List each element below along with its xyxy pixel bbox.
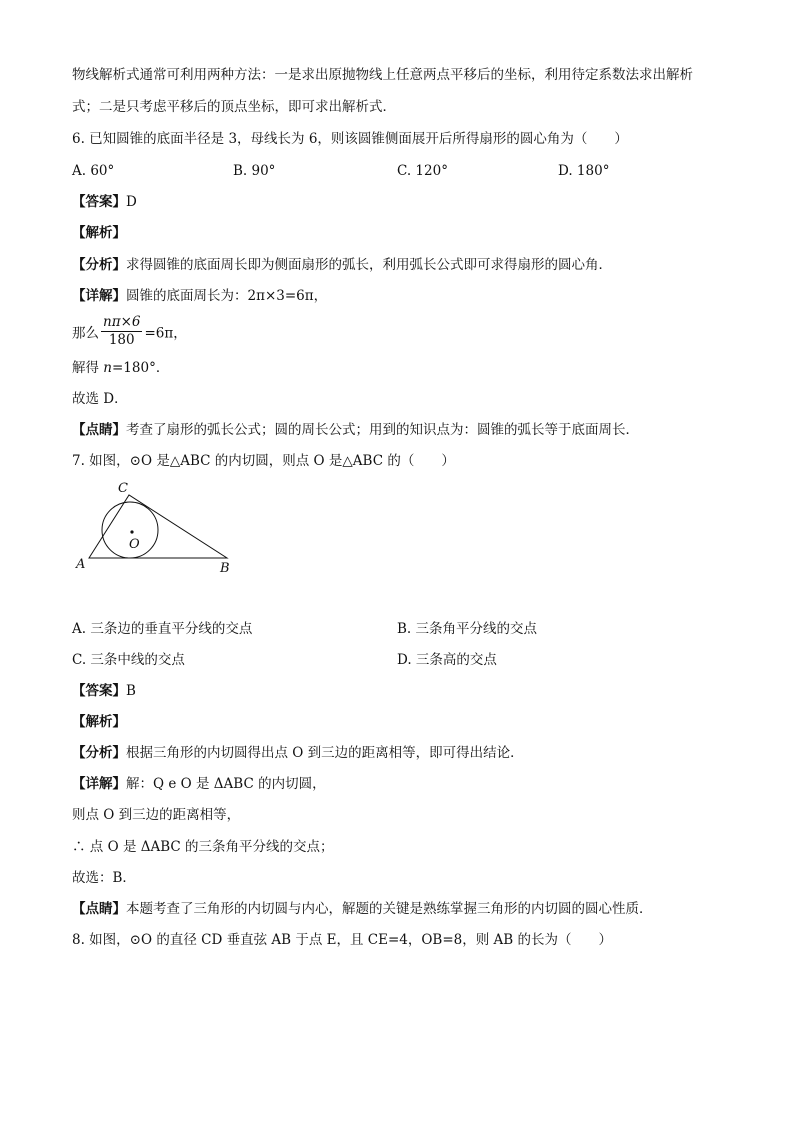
q6-option-a: A. 60° (72, 163, 115, 179)
analysis-tag: 【解析】 (72, 225, 126, 241)
q7-answer-line (72, 682, 136, 700)
eq-numerator: nπ×6 (103, 314, 141, 330)
q7-triangle-figure (72, 476, 252, 576)
solve-prefix: 解得 (72, 360, 104, 376)
label-a: A (76, 557, 86, 572)
q6-dianjing-line (72, 421, 639, 439)
eq-fraction (101, 314, 142, 349)
q7-proof-line-3: ∴ 点 O 是 ΔABC 的三条角平分线的交点； (72, 839, 334, 855)
label-c: C (118, 481, 128, 496)
q7-stem: 7. 如图，⊙O 是△ABC 的内切圆，则点 O 是△ABC 的（ ） (72, 453, 455, 469)
q6-option-d: D. 180° (558, 163, 610, 179)
center-dot (130, 530, 133, 533)
xiangjie-text: 解：Q e O 是 ΔABC 的内切圆， (126, 776, 326, 792)
fenxi-tag: 【分析】 (72, 257, 126, 273)
xiangjie-tag: 【详解】 (72, 288, 126, 304)
q8-stem: 8. 如图，⊙O 的直径 CD 垂直弦 AB 于点 E，且 CE=4，OB=8，则 AB 的长为（ ） (72, 932, 612, 948)
q7-choice: 故选：B． (72, 870, 136, 886)
q6-stem: 6. 已知圆锥的底面半径是 3，母线长为 6，则该圆锥侧面展开后所得扇形的圆心角为（ ） (72, 131, 628, 147)
q7-option-c: C. 三条中线的交点 (72, 652, 185, 668)
eq-suffix: =6π， (144, 325, 187, 342)
q6-equation (72, 314, 187, 349)
dianjing-text: 本题考查了三角形的内切圆与内心，解题的关键是熟练掌握三角形的内切圆的圆心性质． (126, 901, 653, 917)
q7-fenxi-line (72, 744, 524, 762)
solve-var: n (103, 360, 112, 376)
eq-denominator: 180 (108, 332, 135, 348)
answer-value: D (126, 194, 137, 210)
fenxi-text: 求得圆锥的底面周长即为侧面扇形的弧长，利用弧长公式即可求得扇形的圆心角． (126, 257, 612, 273)
intro-line-1: 物线解析式通常可利用两种方法：一是求出原抛物线上任意两点平移后的坐标，利用待定系数法求出解析 (72, 67, 693, 83)
xiangjie-tag: 【详解】 (72, 776, 126, 792)
q7-option-a: A. 三条边的垂直平分线的交点 (72, 621, 253, 637)
q6-solve-line (72, 359, 169, 377)
q6-option-c: C. 120° (397, 163, 448, 179)
fenxi-tag: 【分析】 (72, 745, 126, 761)
q7-option-b: B. 三条角平分线的交点 (397, 621, 538, 637)
eq-prefix: 那么 (72, 325, 99, 342)
q7-option-d: D. 三条高的交点 (397, 652, 497, 668)
q6-answer-line (72, 193, 137, 211)
q6-xiangjie-line (72, 287, 327, 305)
dianjing-tag: 【点睛】 (72, 901, 126, 917)
q7-proof-line-2: 则点 O 到三边的距离相等， (72, 807, 241, 823)
answer-tag: 【答案】 (72, 683, 126, 699)
q6-analysis-tag (72, 224, 126, 242)
q6-choice: 故选 D． (72, 391, 128, 407)
xiangjie-text: 圆锥的底面周长为：2π×3=6π， (126, 288, 328, 304)
analysis-tag: 【解析】 (72, 714, 126, 730)
dianjing-text: 考查了扇形的弧长公式；圆的周长公式；用到的知识点为：圆锥的弧长等于底面周长． (126, 422, 639, 438)
label-b: B (220, 561, 230, 576)
fenxi-text: 根据三角形的内切圆得出点 O 到三边的距离相等，即可得出结论． (126, 745, 524, 761)
q6-fenxi-line (72, 256, 612, 274)
q7-xiangjie-line (72, 775, 326, 793)
q6-option-b: B. 90° (233, 163, 276, 179)
answer-value: B (126, 683, 136, 699)
dianjing-tag: 【点睛】 (72, 422, 126, 438)
answer-tag: 【答案】 (72, 194, 126, 210)
solve-value: =180°． (112, 360, 170, 376)
q7-dianjing-line (72, 900, 653, 918)
q7-analysis-tag (72, 713, 126, 731)
intro-line-2: 式；二是只考虑平移后的顶点坐标，即可求出解析式． (72, 99, 396, 115)
label-o: O (129, 537, 140, 552)
